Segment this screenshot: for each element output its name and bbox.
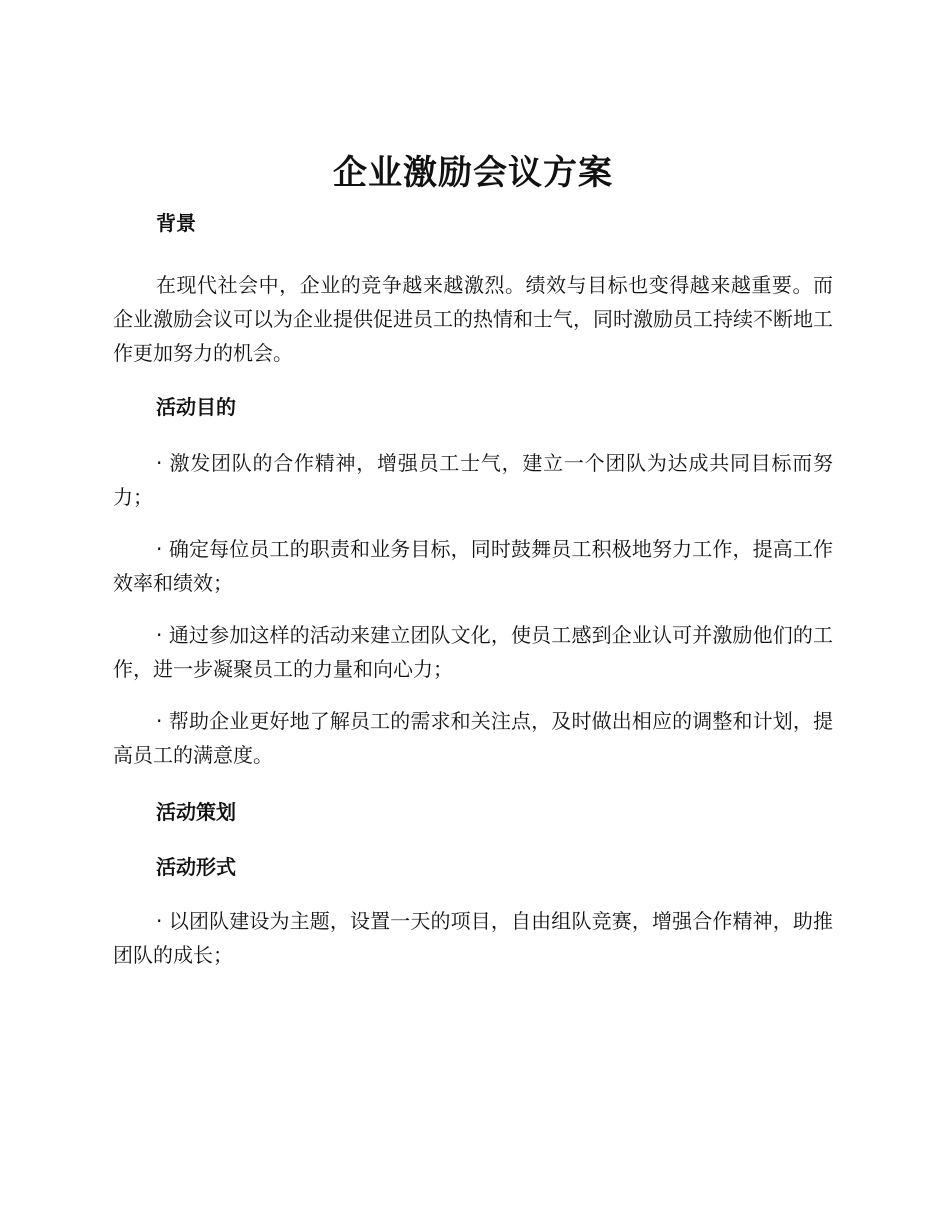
background-paragraph: 在现代社会中，企业的竞争越来越激烈。绩效与目标也变得越来越重要。而企业激励会议可以为企业提供促进员工的热情和士气，同时激励员工持续不断地工作更加努力的机会。 — [113, 273, 833, 365]
section-heading-purpose: 活动目的 — [156, 395, 236, 419]
document-title: 企业激励会议方案 — [333, 153, 613, 193]
section-heading-form: 活动形式 — [156, 855, 236, 879]
section-heading-planning: 活动策划 — [156, 800, 236, 824]
document-page — [113, 150, 833, 972]
purpose-item: · 确定每位员工的职责和业务目标，同时鼓舞员工积极地努力工作，提高工作效率和绩效； — [113, 537, 833, 595]
purpose-item: · 帮助企业更好地了解员工的需求和关注点，及时做出相应的调整和计划，提高员工的满意度。 — [113, 709, 833, 767]
purpose-item: · 激发团队的合作精神，增强员工士气，建立一个团队为达成共同目标而努力； — [113, 451, 833, 509]
purpose-item: · 通过参加这样的活动来建立团队文化，使员工感到企业认可并激励他们的工作，进一步凝聚员工的力量和向心力； — [113, 623, 833, 681]
section-heading-background: 背景 — [156, 211, 196, 235]
form-item: · 以团队建设为主题，设置一天的项目，自由组队竞赛，增强合作精神，助推团队的成长； — [113, 909, 833, 967]
